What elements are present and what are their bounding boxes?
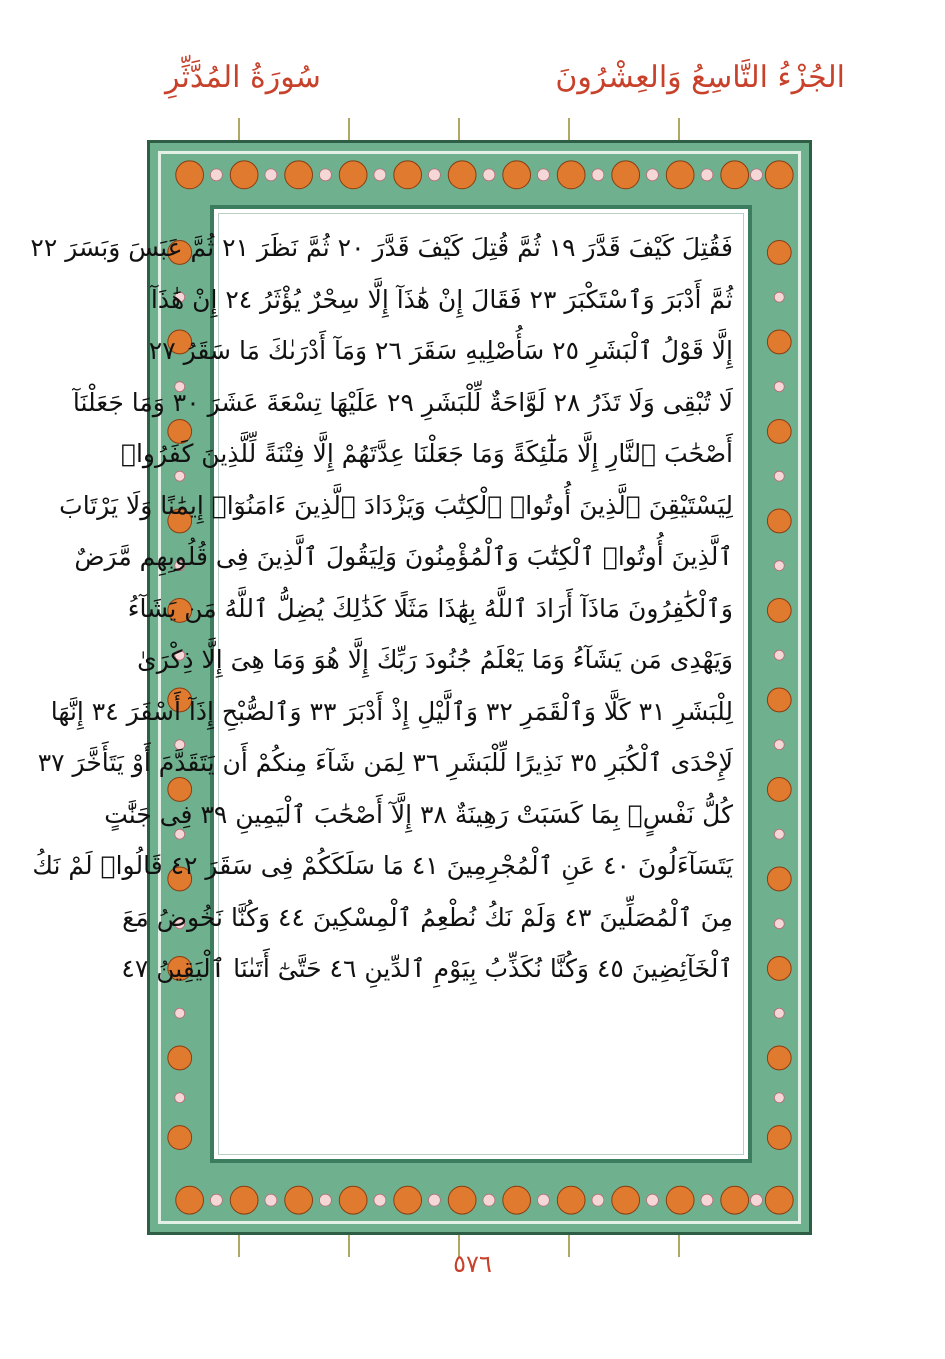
verse-line: ٱلْخَآئِضِينَ ٤٥ وَكُنَّا نُكَذِّبُ بِيَوْمِ ٱلدِّينِ ٤٦ حَتَّىٰٓ أَتَىٰنَا ٱلْيَقِينُ ٤٧ [121, 954, 733, 983]
juz-title: الجُزْءُ التَّاسِعُ وَالعِشْرُونَ [555, 60, 845, 95]
verse-line: إِلَّا قَوْلُ ٱلْبَشَرِ ٢٥ سَأُصْلِيهِ سَقَرَ ٢٦ وَمَآ أَدْرَىٰكَ مَا سَقَرُ ٢٧ [148, 336, 733, 365]
verse-lines [30, 222, 733, 1152]
verse-line: وَٱلْكَٰفِرُونَ مَاذَآ أَرَادَ ٱللَّهُ بِهَٰذَا مَثَلًا كَذَٰلِكَ يُضِلُّ ٱللَّهُ مَن يَشَآءُ [127, 593, 733, 623]
verse-line: يَتَسَآءَلُونَ ٤٠ عَنِ ٱلْمُجْرِمِينَ ٤١ مَا سَلَكَكُمْ فِى سَقَرَ ٤٢ قَالُوا۟ لَمْ نَكُ [32, 851, 733, 880]
verse-line: كُلُّ نَفْسٍۭ بِمَا كَسَبَتْ رَهِينَةٌ ٣٨ إِلَّآ أَصْحَٰبَ ٱلْيَمِينِ ٣٩ فِى جَنَّٰتٍ [104, 799, 733, 829]
verse-line: مِنَ ٱلْمُصَلِّينَ ٤٣ وَلَمْ نَكُ نُطْعِمُ ٱلْمِسْكِينَ ٤٤ وَكُنَّا نَخُوضُ مَعَ [122, 902, 733, 932]
verse-line: ثُمَّ أَدْبَرَ وَٱسْتَكْبَرَ ٢٣ فَقَالَ إِنْ هَٰذَآ إِلَّا سِحْرٌ يُؤْثَرُ ٢٤ إِنْ هَٰذَآ [150, 284, 733, 314]
verse-line: فَقُتِلَ كَيْفَ قَدَّرَ ١٩ ثُمَّ قُتِلَ كَيْفَ قَدَّرَ ٢٠ ثُمَّ نَظَرَ ٢١ ثُمَّ عَبَسَ وَبَسَرَ ٢٢ [30, 233, 733, 262]
surah-title: سُورَةُ المُدَّثِّرِ [165, 60, 321, 95]
page-number: ٥٧٦ [453, 1250, 492, 1278]
verse-line: لَإِحْدَى ٱلْكُبَرِ ٣٥ نَذِيرًا لِّلْبَشَرِ ٣٦ لِمَن شَآءَ مِنكُمْ أَن يَتَقَدَّمَ أَوْ يَتَأَخَّرَ ٣٧ [37, 748, 733, 777]
verse-line: وَيَهْدِى مَن يَشَآءُ وَمَا يَعْلَمُ جُنُودَ رَبِّكَ إِلَّا هُوَ وَمَا هِىَ إِلَّا ذِكْرَىٰ [137, 645, 733, 674]
verse-line: لِلْبَشَرِ ٣١ كَلَّا وَٱلْقَمَرِ ٣٢ وَٱلَّيْلِ إِذْ أَدْبَرَ ٣٣ وَٱلصُّبْحِ إِذَآ أَسْفَرَ ٣٤ إِنَّهَا [50, 696, 733, 726]
verse-line: أَصْحَٰبَ ٱلنَّارِ إِلَّا مَلَٰٓئِكَةً وَمَا جَعَلْنَا عِدَّتَهُمْ إِلَّا فِتْنَةً لِّلَّذِينَ كَفَرُوا۟ [120, 439, 733, 468]
verse-line: ٱلَّذِينَ أُوتُوا۟ ٱلْكِتَٰبَ وَٱلْمُؤْمِنُونَ وَلِيَقُولَ ٱلَّذِينَ فِى قُلُوبِهِم مَّرَضٌ [74, 542, 733, 571]
verse-line: لِيَسْتَيْقِنَ ٱلَّذِينَ أُوتُوا۟ ٱلْكِتَٰبَ وَيَزْدَادَ ٱلَّذِينَ ءَامَنُوٓا۟ إِيمَٰنًا وَلَا يَرْتَابَ [59, 490, 733, 520]
verse-line: لَا تُبْقِى وَلَا تَذَرُ ٢٨ لَوَّاحَةٌ لِّلْبَشَرِ ٢٩ عَلَيْهَا تِسْعَةَ عَشَرَ ٣٠ وَمَا جَعَلْنَآ [72, 387, 733, 417]
